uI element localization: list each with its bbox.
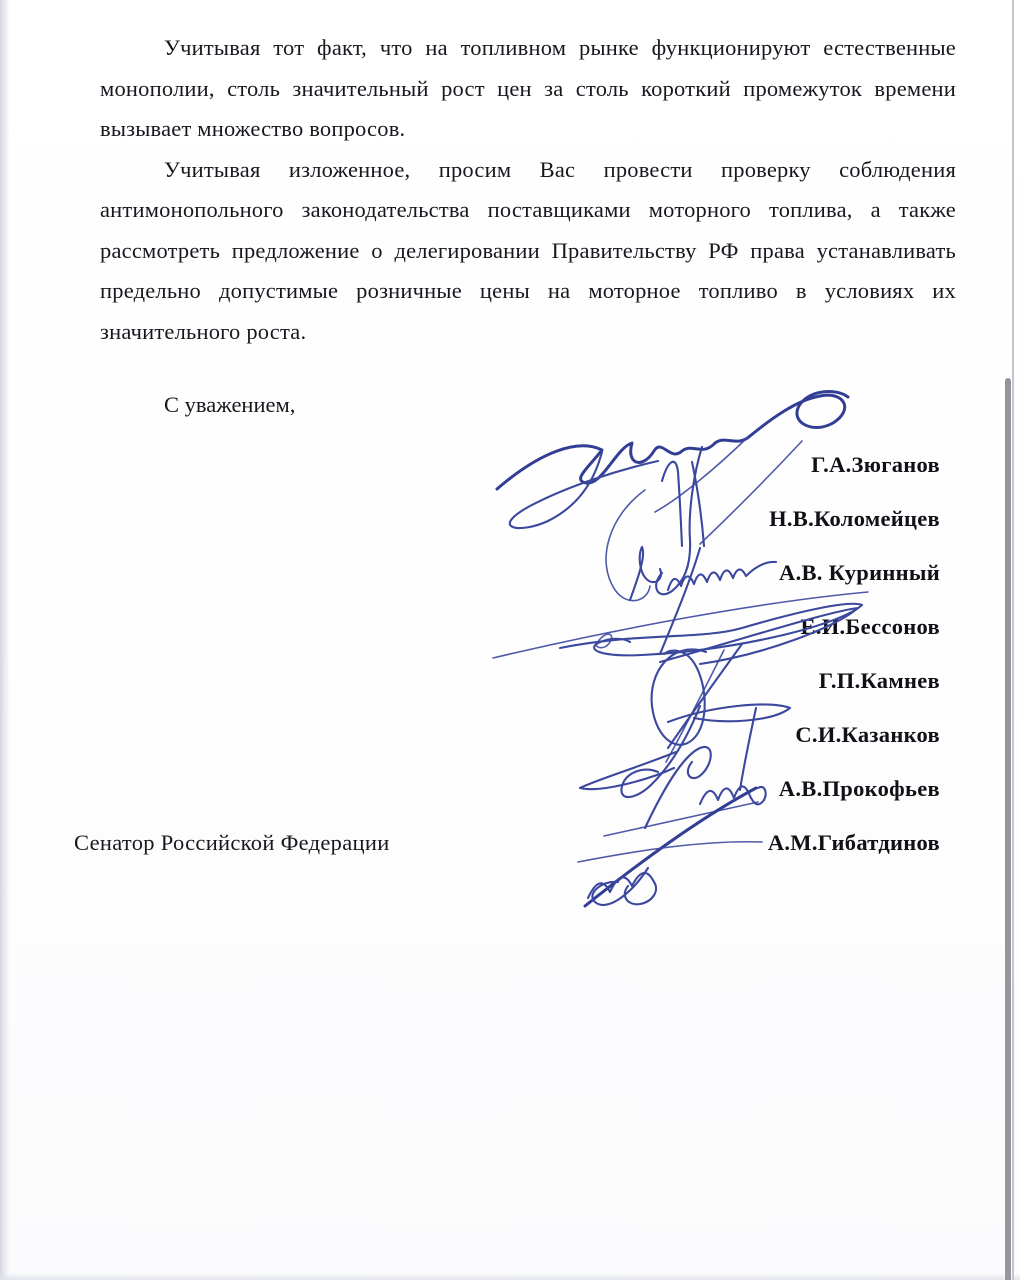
signatory-zyuganov: Г.А.Зюганов	[811, 452, 940, 477]
page-right-edge	[1012, 0, 1014, 1280]
signatory-kurinny: А.В. Куринный	[779, 560, 940, 585]
page-left-edge	[0, 0, 10, 1280]
sender-title: Сенатор Российской Федерации	[74, 830, 390, 855]
scrollbar-thumb[interactable]	[1005, 378, 1011, 1280]
signatory-bessonov: Е.И.Бессонов	[800, 614, 940, 639]
page-bottom-edge	[0, 1273, 1020, 1280]
signatory-kamnev: Г.П.Камнев	[818, 668, 940, 693]
letter-body	[100, 28, 956, 352]
signatory-kolomeytsev: Н.В.Коломейцев	[769, 506, 940, 531]
signatory-kazankov: С.И.Казанков	[795, 722, 940, 747]
paragraph-request: Учитывая изложенное, просим Вас провести проверку соблюдения антимонопольного законодательства поставщиками моторного топлива, а также рассмотреть предложение о делегировании Правительству РФ права устанавливать предельно допустимые розничные цены на моторное топливо в условиях их значительного роста.	[100, 156, 956, 344]
signatory-gibatdinov: А.М.Гибатдинов	[767, 830, 940, 855]
signatory-names	[768, 452, 940, 856]
paragraph-fuel-market: Учитывая тот факт, что на топливном рынке функционируют естественные монополии, столь значительный рост цен за столь короткий промежуток времени вызывает множество вопросов.	[100, 35, 956, 141]
signatory-prokofyev: А.В.Прокофьев	[778, 776, 940, 801]
closing-salutation: С уважением,	[164, 392, 296, 417]
